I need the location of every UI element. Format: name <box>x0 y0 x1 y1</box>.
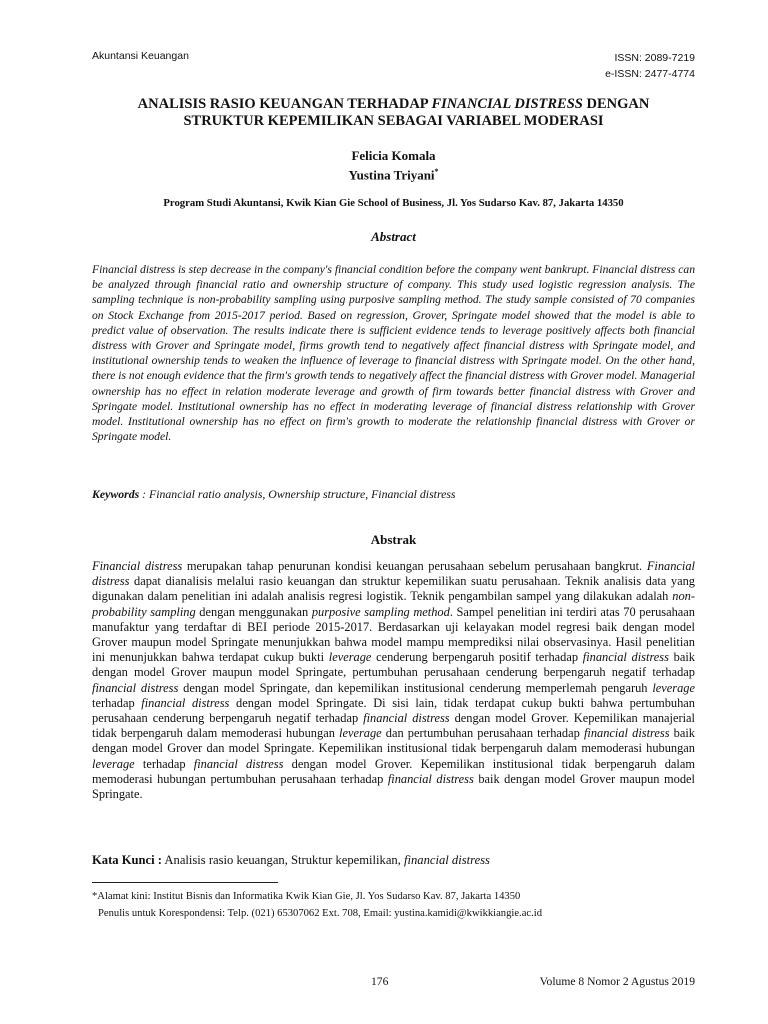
title-part-c: DENGAN <box>582 96 650 112</box>
title-part-italic: FINANCIAL DISTRESS <box>431 96 583 112</box>
abstrak-segment: financial distress <box>363 711 450 726</box>
abstrak-segment: leverage <box>328 650 372 665</box>
abstrak-segment: dengan model Grover. Kepemilikan manajerial tidak berpengaruh dalam memoderasi hubungan <box>92 711 696 741</box>
abstrak-segment: financial distress <box>141 695 230 710</box>
kata-kunci-text: Analisis rasio keuangan, Struktur kepemilikan, <box>161 853 405 867</box>
abstrak-segment: financial distress <box>582 650 669 665</box>
abstrak-segment: dapat dianalisis melalui rasio keuangan dan struktur kepemilikan suatu perusahaan. Teknik analisis data yang digunakan dalam penelitian ini adalah analisis regresi logistik. Teknik pengambilan sampel yang dilakukan adalah <box>92 574 695 604</box>
page-number: 176 <box>371 975 389 988</box>
abstrak-segment: dengan model Springate. Di sisi lain, tidak terdapat cukup bukti bahwa pertumbuhan perusahaan cenderung berpengaruh negatif terhadap <box>92 695 695 726</box>
abstrak-segment: terhadap <box>134 756 194 771</box>
keywords <box>92 487 695 502</box>
volume-info: Volume 8 Nomor 2 Agustus 2019 <box>539 975 695 988</box>
issn: ISSN: 2089-7219 <box>614 52 695 64</box>
journal-name: Akuntansi Keuangan <box>92 50 189 62</box>
abstrak-segment: terhadap <box>92 695 142 710</box>
abstrak-segment: . Sampel penelitian ini terdiri atas 70 perusahaan manufaktur yang terdaftar di BEI periode 2015-2017. Berdasarkan uji kelayakan model regresi baik dengan model Grover maupun model Springate menunjukkan bahwa model mampu memprediksi nilai observasinya. Hasil penelitian ini menunjukkan bahwa terdapat cukup bukti <box>92 604 695 665</box>
abstrak-text <box>92 559 695 802</box>
affiliation: Program Studi Akuntansi, Kwik Kian Gie School of Business, Jl. Yos Sudarso Kav. 87, Jakarta 14350 <box>163 197 624 209</box>
abstrak-segment: baik dengan model Grover maupun model Springate. <box>92 771 696 802</box>
paper-title <box>92 96 695 130</box>
abstrak-segment: Financial distress <box>92 559 183 573</box>
issn-block <box>605 50 695 82</box>
abstrak-segment: baik dengan model Grover dan model Springate. Kepemilikan institusional tidak berpengaruh dalam memoderasi hubungan <box>92 726 696 756</box>
abstrak-segment: dengan menggunakan <box>195 604 312 619</box>
abstrak-segment: leverage <box>339 726 382 741</box>
abstract-text: Financial distress is step decrease in the company's financial condition before the company went bankrupt. Financial distress can be analyzed through financial ratio and ownership structure of company. This study used logistic regression analysis. The sampling technique is non-probability sampling using purposive sampling method. The study sample consisted of 70 companies on Stock Exchange from 2015-2017 period. Based on regression, Grover, Springate model showed that the model is able to predict value of observation. The results indicate there is sufficient evidence tends to leverage positively affects both financial distress with Grover and Springate model, firms growth tend to negatively affect financial distress with Springate model, and institutional ownership tends to weaken the influence of leverage to financial distress with Springate model. On the other hand, there is not enough evidence that the firm's growth tends to negatively affect the financial distress with Grover model. Managerial ownership has no effect in relation moderate leverage and growth of firm towards better financial distress with Grover and Springate model. Institutional ownership has no effect in moderating leverage of financial distress relationship with Grover model. Institutional ownership has no effect on firm's growth to moderate the relationship financial distress with Grover or Springate model. <box>92 263 695 444</box>
abstrak-segment: financial distress <box>387 771 474 786</box>
footnote-line-2: Penulis untuk Korespondensi: Telp. (021) 65307062 Ext. 708, Email: yustina.kamidi@kwikkiangie.ac.id <box>98 908 542 919</box>
abstrak-segment: cenderung berpengaruh positif terhadap <box>371 650 583 665</box>
abstrak-segment: dengan model Springate, dan kepemilikan institusional cenderung memperlemah pengaruh <box>178 680 653 695</box>
author-2-name: Yustina Triyani <box>348 167 435 183</box>
footnote-divider <box>92 882 278 883</box>
abstrak-segment: dan pertumbuhan perusahaan terhadap <box>381 726 584 741</box>
author-2-mark: * <box>434 167 439 176</box>
abstrak-segment: Financial distress <box>92 559 695 589</box>
author-1: Felicia Komala <box>351 148 436 163</box>
abstrak-segment: non-probability sampling <box>92 589 695 619</box>
title-line-1 <box>92 96 695 113</box>
eissn: e-ISSN: 2477-4774 <box>605 68 695 80</box>
keywords-text: : Financial ratio analysis, Ownership structure, Financial distress <box>139 487 456 501</box>
keywords-label: Keywords <box>92 487 140 501</box>
kata-kunci-italic: financial distress <box>404 853 490 867</box>
authors <box>92 148 695 183</box>
abstrak-segment: leverage <box>652 680 695 695</box>
footnote <box>92 888 695 922</box>
abstrak-segment: dengan model Grover. Kepemilikan institusional tidak berpengaruh dalam memoderasi hubungan pertumbuhan perusahaan terhadap <box>92 756 695 786</box>
kata-kunci <box>92 853 695 868</box>
footnote-line-1: *Alamat kini: Institut Bisnis dan Informatika Kwik Kian Gie, Jl. Yos Sudarso Kav. 87, Jakarta 14350 <box>92 891 521 902</box>
title-line-2: STRUKTUR KEPEMILIKAN SEBAGAI VARIABEL MODERASI <box>183 113 604 129</box>
kata-kunci-label: Kata Kunci : <box>92 853 162 867</box>
abstrak-segment: merupakan tahap penurunan kondisi keuangan perusahaan sebelum perusahaan bangkrut. <box>182 559 647 573</box>
abstrak-segment: purposive sampling method <box>311 604 450 619</box>
abstrak-segment: financial distress <box>193 756 284 771</box>
abstrak-heading: Abstrak <box>370 532 417 547</box>
abstrak-segment: financial distress <box>583 726 670 741</box>
author-2 <box>92 164 695 183</box>
abstrak-segment: financial distress <box>92 680 179 695</box>
abstrak-segment: leverage <box>92 756 135 771</box>
title-part-a: ANALISIS RASIO KEUANGAN TERHADAP <box>137 96 432 112</box>
abstract-heading: Abstract <box>371 229 416 244</box>
abstrak-segment: baik dengan model Grover maupun model Springate, pertumbuhan perusahaan cenderung berpengaruh negatif terhadap <box>92 650 695 680</box>
